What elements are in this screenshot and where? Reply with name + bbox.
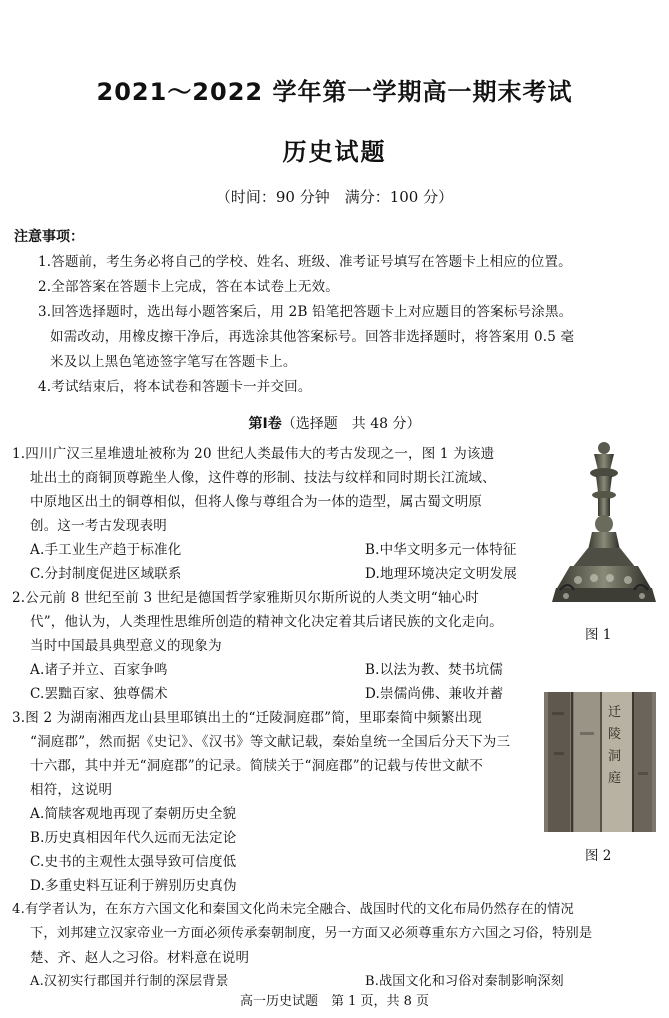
option-a: A.简牍客观地再现了秦朝历史全貌 <box>30 806 237 822</box>
bamboo-slips-illustration <box>544 692 656 832</box>
section-label: 第Ⅰ卷 <box>248 416 282 432</box>
question-line: 创。这一考古发现表明 <box>30 518 167 534</box>
exam-title: 2021～2022 学年第一学期高一期末考试 <box>96 78 573 106</box>
option-c: C.罢黜百家、独尊儒术 <box>30 686 168 702</box>
option-b: B.以法为教、焚书坑儒 <box>365 662 503 678</box>
question-line: 当时中国最具典型意义的现象为 <box>30 638 222 654</box>
option-b: B.战国文化和习俗对秦制影响深刻 <box>365 974 564 989</box>
question-line: 址出土的商铜顶尊跪坐人像，这件尊的形制、技法与纹样和同时期长江流域、 <box>30 470 496 486</box>
note-line: 3.回答选择题时，选出每小题答案后，用 2B 铅笔把答题卡上对应题目的答案标号涂黑。 <box>38 304 573 320</box>
subject-title: 历史试题 <box>282 138 387 166</box>
figure-1-caption: 图 1 <box>585 627 612 643</box>
question-line: 1.四川广汉三星堆遗址被称为 20 世纪人类最伟大的考古发现之一，图 1 为该遗 <box>12 446 495 462</box>
figure-2-caption: 图 2 <box>585 848 612 864</box>
section-detail: （选择题 共 48 分） <box>281 416 421 432</box>
note-line: 4.考试结束后，将本试卷和答题卡一并交回。 <box>38 379 312 395</box>
figure-2-bamboo-slips <box>544 692 656 832</box>
question-line: 楚、齐、赵人之习俗。材料意在说明 <box>30 950 250 966</box>
note-line: 如需改动，用橡皮擦干净后，再选涂其他答案标号。回答非选择题时，将答案用 0.5 毫 <box>50 329 575 345</box>
question-line: 下，刘邦建立汉家帝业一方面必须传承秦朝制度，另一方面又必须尊重东方六国之习俗，特别是 <box>30 926 593 941</box>
question-line: 2.公元前 8 世纪至前 3 世纪是德国哲学家雅斯贝尔斯所说的人类文明“轴心时 <box>12 590 479 606</box>
option-a: A.手工业生产趋于标准化 <box>30 542 182 558</box>
figure-1-bronze-vessel <box>548 440 660 620</box>
note-line: 2.全部答案在答题卡上完成，答在本试卷上无效。 <box>38 279 339 295</box>
option-c: C.史书的主观性太强导致可信度低 <box>30 854 237 870</box>
note-line: 米及以上黑色笔迹签字笔写在答题卡上。 <box>50 354 297 370</box>
note-line: 1.答题前，考生务必将自己的学校、姓名、班级、准考证号填写在答题卡上相应的位置。 <box>38 254 572 270</box>
question-line: 3.图 2 为湖南湘西龙山县里耶镇出土的“迁陵洞庭郡”简，里耶秦简中频繁出现 <box>12 710 482 726</box>
option-d: D.崇儒尚佛、兼收并蓄 <box>365 686 504 702</box>
option-c: C.分封制度促进区域联系 <box>30 566 182 582</box>
question-line: 4.有学者认为，在东方六国文化和秦国文化尚未完全融合、战国时代的文化布局仍然存在的情况 <box>12 902 574 917</box>
option-d: D.多重史料互证利于辨别历史真伪 <box>30 878 237 894</box>
section-heading <box>0 413 669 433</box>
option-a: A.诸子并立、百家争鸣 <box>30 662 168 678</box>
question-line: 相符，这说明 <box>30 782 113 798</box>
bronze-vessel-illustration <box>548 440 660 620</box>
slip-inscription: 迁陵洞庭 <box>608 705 622 786</box>
page-footer: 高一历史试题 第 1 页，共 8 页 <box>239 994 430 1009</box>
time-info: （时间：90 分钟 满分：100 分） <box>215 188 454 206</box>
question-line: “洞庭郡”，然而据《史记》、《汉书》等文献记载，秦始皇统一全国后分天下为三 <box>30 734 511 750</box>
question-line: 代”，他认为，人类理性思维所创造的精神文化决定着其后诸民族的文化走向。 <box>30 614 503 630</box>
option-a: A.汉初实行郡国并行制的深层背景 <box>30 974 229 989</box>
notes-heading: 注意事项： <box>14 229 84 245</box>
option-d: D.地理环境决定文明发展 <box>365 566 518 582</box>
question-line: 中原地区出土的铜尊相似，但将人像与尊组合为一体的造型，属古蜀文明原 <box>30 494 483 510</box>
option-b: B.历史真相因年代久远而无法定论 <box>30 830 237 846</box>
question-line: 十六郡，其中并无“洞庭郡”的记录。简牍关于“洞庭郡”的记载与传世文献不 <box>30 758 484 774</box>
option-b: B.中华文明多元一体特征 <box>365 542 517 558</box>
